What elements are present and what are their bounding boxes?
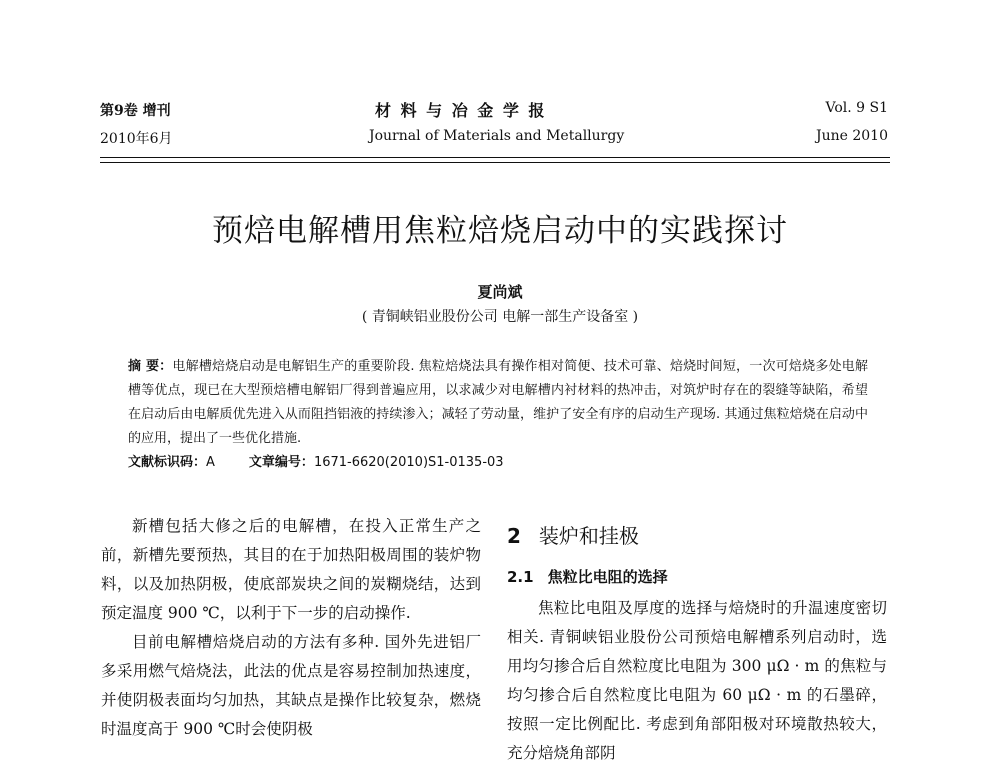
subsection-title: 焦粒比电阻的选择	[547, 568, 668, 586]
journal-title-en: Journal of Materials and Metallurgy	[369, 128, 625, 144]
author: 夏尚斌	[477, 283, 523, 301]
section-title: 装炉和挂极	[538, 524, 639, 548]
header-rule-bottom	[100, 162, 890, 163]
article-no-value: 1671-6620(2010)S1-0135-03	[313, 455, 504, 470]
section-heading	[507, 522, 887, 551]
article-no-label: 文章编号：	[248, 455, 314, 470]
header-rule-top	[100, 157, 890, 158]
left-column	[101, 512, 481, 744]
right-column	[507, 512, 887, 768]
paragraph: 目前电解槽焙烧启动的方法有多种. 国外先进铝厂多采用燃气焙烧法，此法的优点是容易控制加热速度，并使阴极表面均匀加热，其缺点是操作比较复杂，燃烧时温度高于 900 ℃时会使阴极	[101, 633, 481, 738]
volume-en: Vol. 9 S1	[825, 100, 888, 116]
paragraph: 新槽包括大修之后的电解槽，在投入正常生产之前，新槽先要预热，其目的在于加热阳极周围的装炉物料，以及加热阴极，使底部炭块之间的炭糊烧结，达到预定温度 900 ℃，以利于下一步的启动操作.	[101, 517, 481, 622]
doc-code-label: 文献标识码：	[128, 455, 207, 470]
affiliation: ( 青铜峡铝业股份公司 电解一部生产设备室 )	[361, 309, 639, 325]
article-meta	[128, 451, 504, 470]
journal-title-cn: 材 料 与 冶 金 学 报	[375, 101, 547, 120]
subsection-number: 2.1	[507, 568, 534, 586]
abstract	[128, 355, 868, 451]
paragraph: 焦粒比电阻及厚度的选择与焙烧时的升温速度密切相关. 青铜峡铝业股份公司预焙电解槽系列启动时，选用均匀掺合后自然粒度比电阻为 300 μΩ · m 的焦粒与均匀掺合后自然粒度比电阻为 60 μΩ · m 的石墨碎，按照一定比例配比. 考虑到角部阳极对环境散热较大，充分焙烧角部阴	[507, 599, 887, 762]
volume-cn: 第9卷 增刊	[100, 103, 171, 119]
article-title: 预焙电解槽用焦粒焙烧启动中的实践探讨	[212, 213, 788, 249]
doc-code-value: A	[206, 455, 215, 470]
abstract-text: 电解槽焙烧启动是电解铝生产的重要阶段. 焦粒焙烧法具有操作相对简便、技术可靠、焙烧时间短，一次可焙烧多处电解槽等优点，现已在大型预焙槽电解铝厂得到普遍应用，以求减少对电解槽内衬材料的热冲击，对筑炉时存在的裂缝等缺陷，希望在启动后由电解质优先进入从而阻挡铝液的持续渗入；减轻了劳动量，维护了安全有序的启动生产现场. 其通过焦粒焙烧在启动中的应用，提出了一些优化措施.	[128, 359, 869, 446]
subsection-heading	[507, 563, 887, 592]
date-en: June 2010	[815, 128, 888, 144]
date-cn: 2010年6月	[100, 131, 173, 147]
section-number: 2	[507, 524, 521, 548]
abstract-label: 摘 要：	[128, 359, 173, 374]
